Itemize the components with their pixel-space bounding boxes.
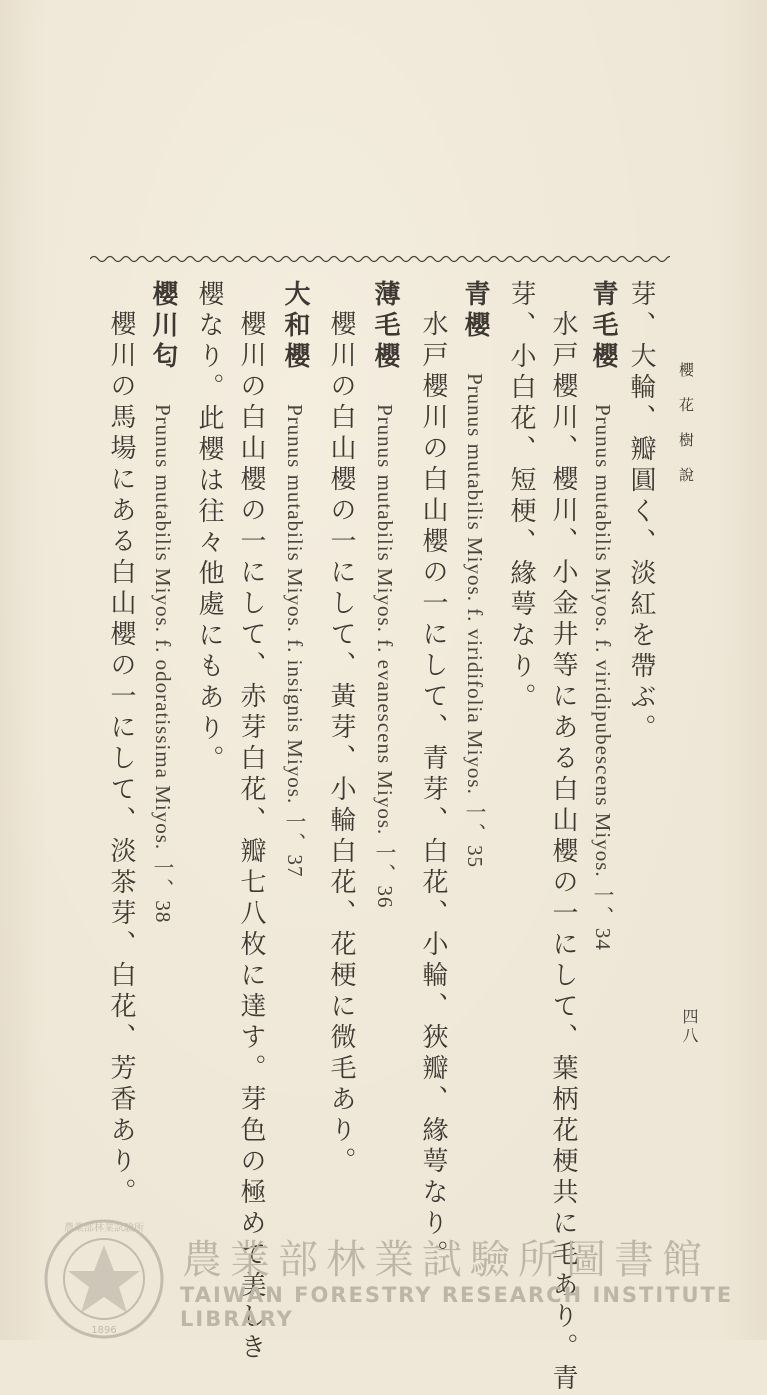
- entry-heading-aozakura: [462, 280, 488, 868]
- running-title: 櫻花樹說: [677, 362, 695, 502]
- entry-heading-ao-kezakura: [590, 280, 616, 951]
- text-line-13: 櫻川の馬場にある白山櫻の一にして、淡茶芽、白花、芳香あり。: [106, 310, 136, 1209]
- text-line-8: 櫻川の白山櫻の一にして、黃芽、小輪白花、花梗に微毛あり。: [326, 310, 356, 1178]
- entry-latin: Prunus mutabilis Miyos. f. odoratissima Miyos. 一、38: [151, 404, 175, 924]
- entry-latin: Prunus mutabilis Miyos. f. insignis Miyos. 一、37: [283, 404, 307, 878]
- text-line-3: 水戸櫻川、櫻川、小金井等にある白山櫻の一にして、葉柄花梗共に毛あり。青: [548, 310, 578, 1395]
- entry-latin: Prunus mutabilis Miyos. f. viridifolia Miyos. 一、35: [463, 373, 487, 869]
- entry-heading-yamato-zakura: [282, 280, 308, 878]
- entry-title: 青毛櫻: [588, 280, 618, 373]
- text-line-4: 芽、小白花、短梗、緣萼なり。: [506, 280, 536, 714]
- page-number: 四八: [680, 1008, 699, 1046]
- library-name: 農業部林業試驗所圖書館: [182, 1237, 710, 1283]
- text-line-10: 櫻川の白山櫻の一にして、赤芽白花、瓣七八枚に達す。芽色の極めて美しき: [236, 310, 266, 1364]
- seal-text: 農業部林業試驗所: [64, 1223, 144, 1234]
- seal-year: 1896: [91, 1325, 117, 1336]
- library-seal-icon: [40, 1215, 168, 1343]
- entry-title: 青櫻: [460, 280, 490, 342]
- text-line-1: 芽、大輪、瓣圓く、淡紅を帶ぶ。: [626, 280, 656, 745]
- entry-latin: Prunus mutabilis Miyos. f. evanescens Miyos. 一、36: [373, 404, 397, 909]
- entry-heading-sakuragawa-nioi: [150, 280, 176, 924]
- library-name-en: TAIWAN FORESTRY RESEARCH INSTITUTE LIBRARY: [180, 1283, 734, 1331]
- text-line-11: 櫻なり。此櫻は往々他處にもあり。: [194, 280, 224, 776]
- entry-title: 大和櫻: [280, 280, 310, 373]
- entry-title: 櫻川匂: [148, 280, 178, 373]
- entry-latin: Prunus mutabilis Miyos. f. viridipubescens Miyos. 一、34: [591, 404, 615, 952]
- wavy-rule: [90, 252, 670, 266]
- entry-title: 薄毛櫻: [370, 280, 400, 373]
- entry-heading-usuge-zakura: [372, 280, 398, 909]
- text-line-6: 水戸櫻川の白山櫻の一にして、青芽、白花、小輪、狹瓣、緣萼なり。: [418, 310, 448, 1271]
